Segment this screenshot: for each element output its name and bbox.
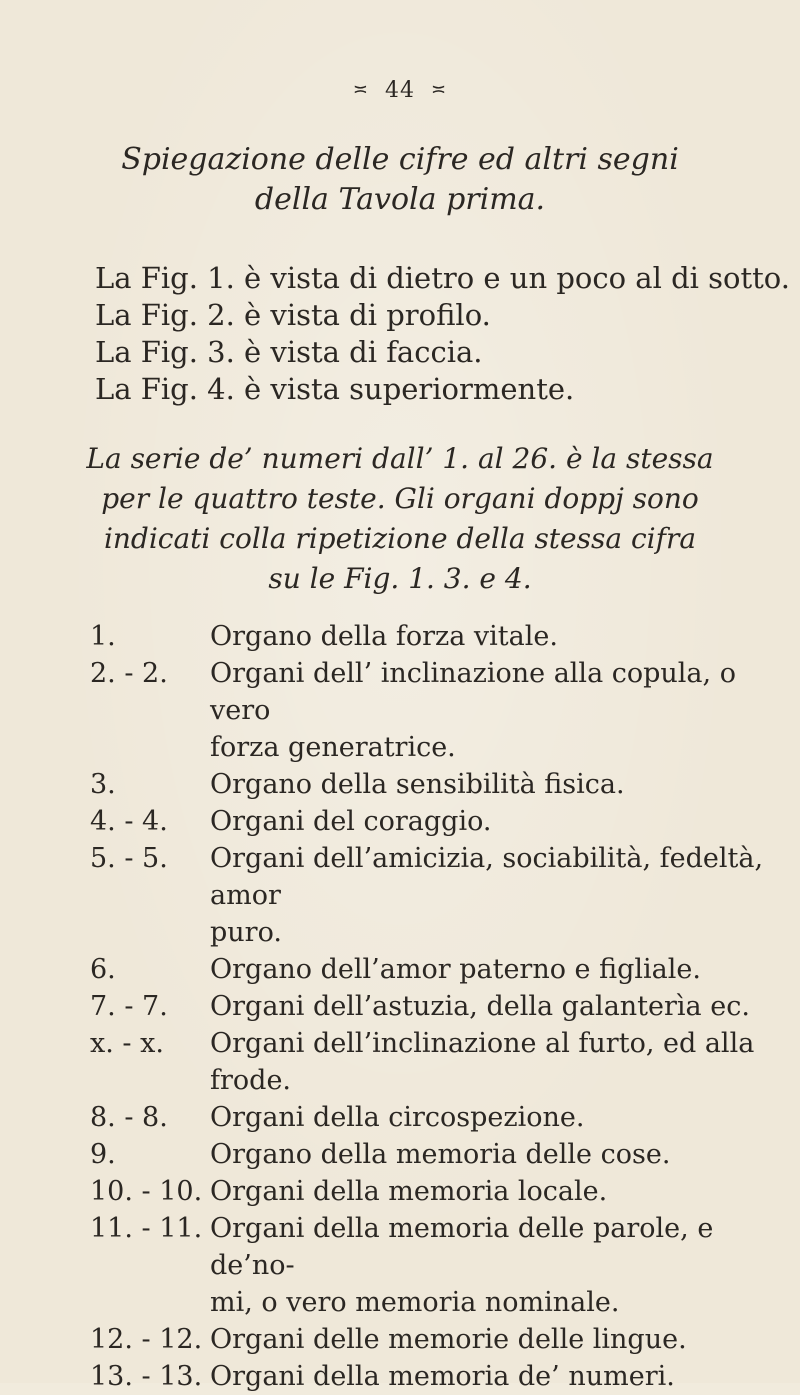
list-item — [90, 1099, 780, 1136]
entry-number: 12. - 12. — [90, 1324, 203, 1355]
list-item — [90, 1321, 780, 1358]
ornament-right-icon: ≍ — [431, 79, 448, 100]
serie-note-line: per le quattro teste. Gli organi doppj sono — [101, 482, 699, 515]
section-title-line-1: Spiegazione delle cifre ed altri segni — [121, 142, 679, 177]
list-item — [90, 655, 780, 766]
entry-number: 5. - 5. — [90, 843, 168, 874]
figure-description: La Fig. 3. è vista di faccia. — [95, 335, 483, 369]
list-item — [90, 840, 780, 951]
list-item — [90, 1210, 780, 1321]
list-item — [90, 1136, 780, 1173]
figure-descriptions — [95, 260, 790, 408]
serie-note-line: La serie de’ numeri dall’ 1. al 26. è la stessa — [86, 442, 714, 475]
entry-number: 8. - 8. — [90, 1102, 168, 1133]
entry-text: Organi dell’inclinazione al furto, ed alla frode. — [210, 1028, 755, 1096]
entry-number: 1. — [90, 621, 116, 652]
entry-continuation: forza generatrice. — [210, 732, 456, 763]
entry-number: 7. - 7. — [90, 991, 168, 1022]
list-item — [90, 1173, 780, 1210]
entry-text: Organi dell’astuzia, della galanterìa ec. — [210, 991, 750, 1022]
entry-continuation: mi, o vero memoria nominale. — [210, 1287, 620, 1318]
list-item — [90, 803, 780, 840]
entry-text: Organi dell’amicizia, sociabilità, fedeltà, amor — [210, 843, 764, 911]
organ-list — [90, 618, 780, 1395]
figure-description: La Fig. 4. è vista superiormente. — [95, 372, 575, 406]
serie-note-line: indicati colla ripetizione della stessa cifra — [103, 522, 697, 555]
entry-number: 10. - 10. — [90, 1176, 203, 1207]
entry-text: Organi dell’ inclinazione alla copula, o vero — [210, 658, 736, 726]
entry-text: Organi della circospezione. — [210, 1102, 585, 1133]
figure-description: La Fig. 1. è vista di dietro e un poco al di sotto. — [95, 261, 790, 295]
figure-description: La Fig. 2. è vista di profilo. — [95, 298, 491, 332]
entry-text: Organi del coraggio. — [210, 806, 492, 837]
entry-number: 2. - 2. — [90, 658, 168, 689]
entry-number: 13. - 13. — [90, 1361, 203, 1392]
entry-text: Organi della memoria locale. — [210, 1176, 608, 1207]
list-item — [90, 1025, 780, 1099]
list-item — [90, 1358, 780, 1395]
entry-text: Organi della memoria delle parole, e de’no- — [210, 1213, 714, 1281]
list-item — [90, 988, 780, 1025]
entry-continuation: puro. — [210, 917, 282, 948]
entry-text: Organo della memoria delle cose. — [210, 1139, 671, 1170]
page-number: 44 — [385, 78, 415, 103]
ornament-left-icon: ≍ — [352, 79, 369, 100]
entry-number: 3. — [90, 769, 116, 800]
entry-number: 9. — [90, 1139, 116, 1170]
entry-number: 6. — [90, 954, 116, 985]
entry-number: 4. - 4. — [90, 806, 168, 837]
section-title-line-2: della Tavola prima. — [254, 182, 546, 217]
entry-text: Organo della forza vitale. — [210, 621, 558, 652]
list-item — [90, 951, 780, 988]
serie-note-line: su le Fig. 1. 3. e 4. — [268, 562, 532, 595]
entry-number: 11. - 11. — [90, 1213, 203, 1244]
list-item — [90, 766, 780, 803]
page-header — [0, 78, 800, 103]
entry-number: x. - x. — [90, 1028, 164, 1059]
list-item — [90, 618, 780, 655]
entry-text: Organi della memoria de’ numeri. — [210, 1361, 675, 1392]
entry-text: Organi delle memorie delle lingue. — [210, 1324, 687, 1355]
entry-text: Organo dell’amor paterno e figliale. — [210, 954, 701, 985]
entry-text: Organo della sensibilità fisica. — [210, 769, 625, 800]
